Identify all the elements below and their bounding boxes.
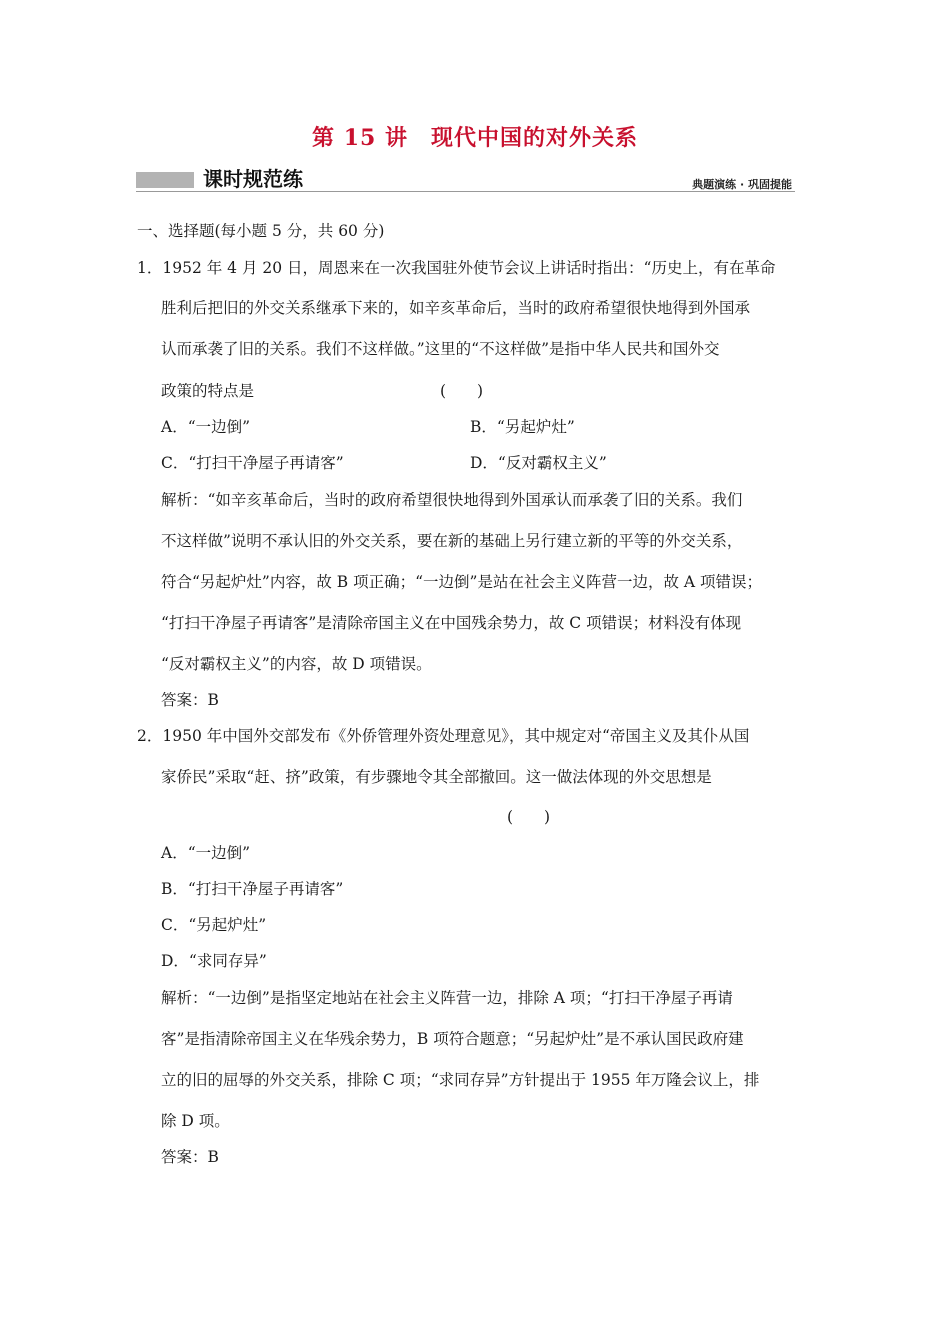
analysis-line: 符合“另起炉灶”内容，故 B 项正确；“一边倒”是站在社会主义阵营一边，故 A 项错误； <box>161 573 762 591</box>
option-d: D．“反对霸权主义” <box>470 454 607 472</box>
question-2-line: 家侨民”采取“赶、挤”政策，有步骤地令其全部撤回。这一做法体现的外交思想是 <box>161 768 712 786</box>
analysis-line: 解析：“如辛亥革命后，当时的政府希望很快地得到外国承认而承袭了旧的关系。我们 <box>161 491 743 509</box>
option-b: B．“打扫干净屋子再请客” <box>161 880 344 898</box>
answer-line: 答案：B <box>161 691 219 709</box>
section-band-tagline: 典题演练 · 巩固提能 <box>692 178 792 191</box>
answer-bracket: ( ) <box>440 382 484 400</box>
option-d: D．“求同存异” <box>161 952 267 970</box>
question-2-line: 2．1950 年中国外交部发布《外侨管理外资处理意见》，其中规定对“帝国主义及其仆从国 <box>137 727 750 745</box>
section-heading: 一、选择题(每小题 5 分，共 60 分) <box>137 222 385 240</box>
analysis-line: 客”是指清除帝国主义在华残余势力，B 项符合题意；“另起炉灶”是不承认国民政府建 <box>161 1030 744 1048</box>
option-c: C．“打扫干净屋子再请客” <box>161 454 344 472</box>
section-band-bar <box>136 172 194 188</box>
section-band-label: 课时规范练 <box>203 167 303 191</box>
option-b: B．“另起炉灶” <box>470 418 575 436</box>
analysis-line: “反对霸权主义”的内容，故 D 项错误。 <box>161 655 432 673</box>
answer-bracket: ( ) <box>507 808 551 826</box>
analysis-line: 不这样做”说明不承认旧的外交关系，要在新的基础上另行建立新的平等的外交关系， <box>161 532 743 550</box>
analysis-line: 解析：“一边倒”是指坚定地站在社会主义阵营一边，排除 A 项；“打扫干净屋子再请 <box>161 989 733 1007</box>
question-1-line: 胜利后把旧的外交关系继承下来的，如辛亥革命后，当时的政府希望很快地得到外国承 <box>161 299 751 317</box>
question-1-line: 认而承袭了旧的关系。我们不这样做。”这里的“不这样做”是指中华人民共和国外交 <box>161 340 720 358</box>
question-1-line: 1．1952 年 4 月 20 日，周恩来在一次我国驻外使节会议上讲话时指出：“历史上，有在革命 <box>137 259 776 277</box>
analysis-line: “打扫干净屋子再请客”是清除帝国主义在中国残余势力，故 C 项错误；材料没有体现 <box>161 614 742 632</box>
option-a: A．“一边倒” <box>161 418 251 436</box>
analysis-line: 立的旧的屈辱的外交关系，排除 C 项；“求同存异”方针提出于 1955 年万隆会议上，排 <box>161 1071 760 1089</box>
option-a: A．“一边倒” <box>161 844 251 862</box>
analysis-line: 除 D 项。 <box>161 1112 230 1130</box>
page-title: 第 15 讲 现代中国的对外关系 <box>312 125 638 151</box>
answer-line: 答案：B <box>161 1148 219 1166</box>
option-c: C．“另起炉灶” <box>161 916 267 934</box>
section-band-rule <box>136 191 795 192</box>
question-1-line: 政策的特点是 <box>161 382 255 400</box>
